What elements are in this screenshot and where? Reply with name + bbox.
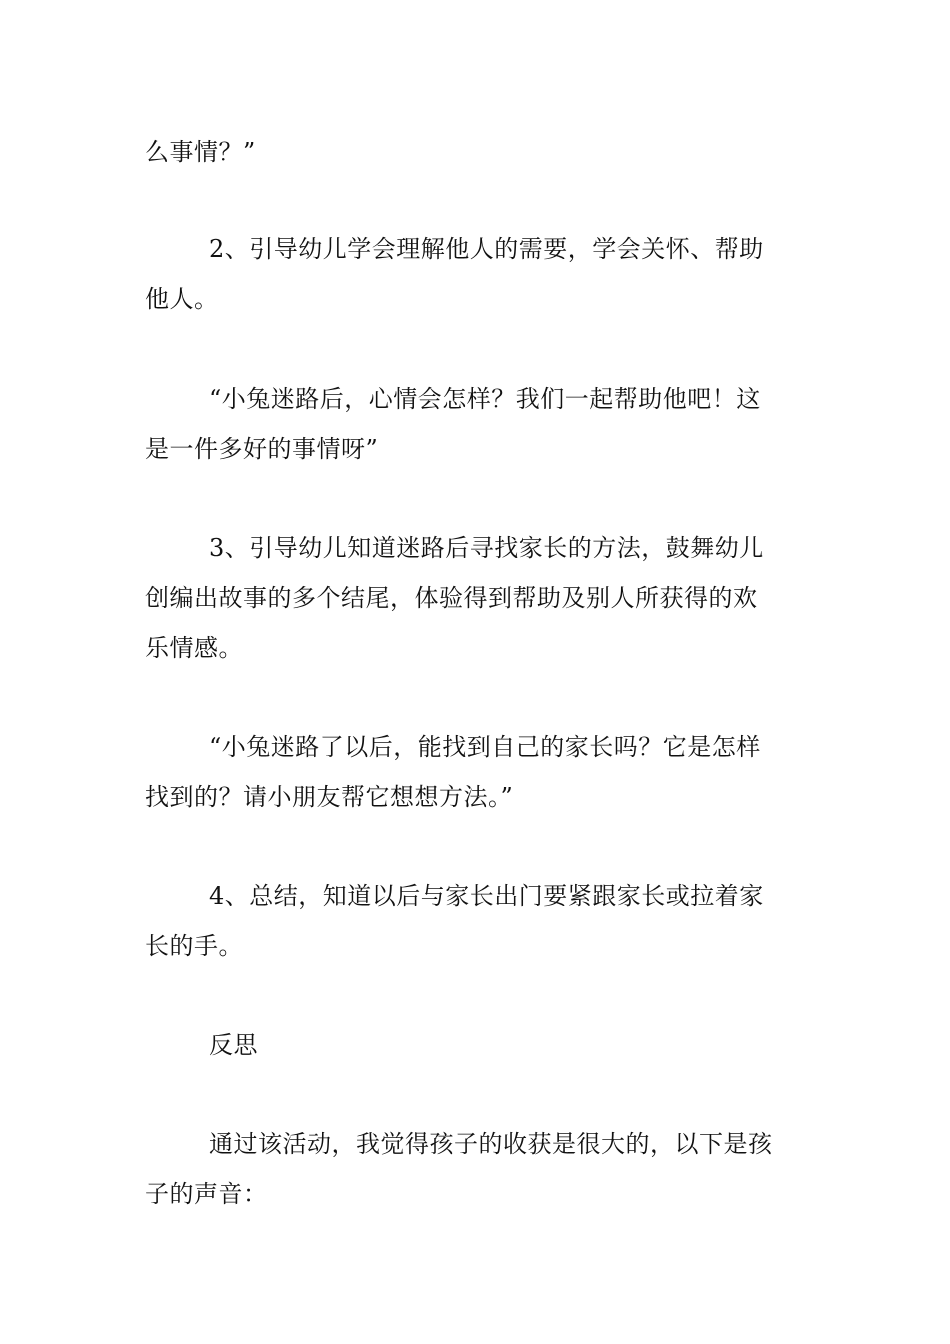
paragraph-line: 创编出故事的多个结尾，体验得到帮助及别人所获得的欢 <box>145 584 758 612</box>
paragraph-line: 子的声音： <box>145 1180 268 1208</box>
paragraph-line: 是一件多好的事情呀” <box>145 435 379 463</box>
section-heading: 反思 <box>209 1031 258 1059</box>
paragraph-line: 通过该活动，我觉得孩子的收获是很大的，以下是孩 <box>209 1130 773 1158</box>
paragraph-line: 2、引导幼儿学会理解他人的需要，学会关怀、帮助 <box>209 235 764 263</box>
paragraph-line: 乐情感。 <box>145 634 243 662</box>
paragraph-line: 么事情？” <box>145 138 256 166</box>
paragraph-line: 长的手。 <box>145 932 243 960</box>
paragraph-line: “小兔迷路了以后，能找到自己的家长吗？它是怎样 <box>209 733 761 761</box>
paragraph-line: 找到的？请小朋友帮它想想方法。” <box>145 783 514 811</box>
paragraph-line: 3、引导幼儿知道迷路后寻找家长的方法，鼓舞幼儿 <box>209 534 764 562</box>
paragraph-line: 4、总结，知道以后与家长出门要紧跟家长或拉着家 <box>209 882 764 910</box>
paragraph-line: 他人。 <box>145 285 219 313</box>
paragraph-line: “小兔迷路后，心情会怎样？我们一起帮助他吧！这 <box>209 385 761 413</box>
